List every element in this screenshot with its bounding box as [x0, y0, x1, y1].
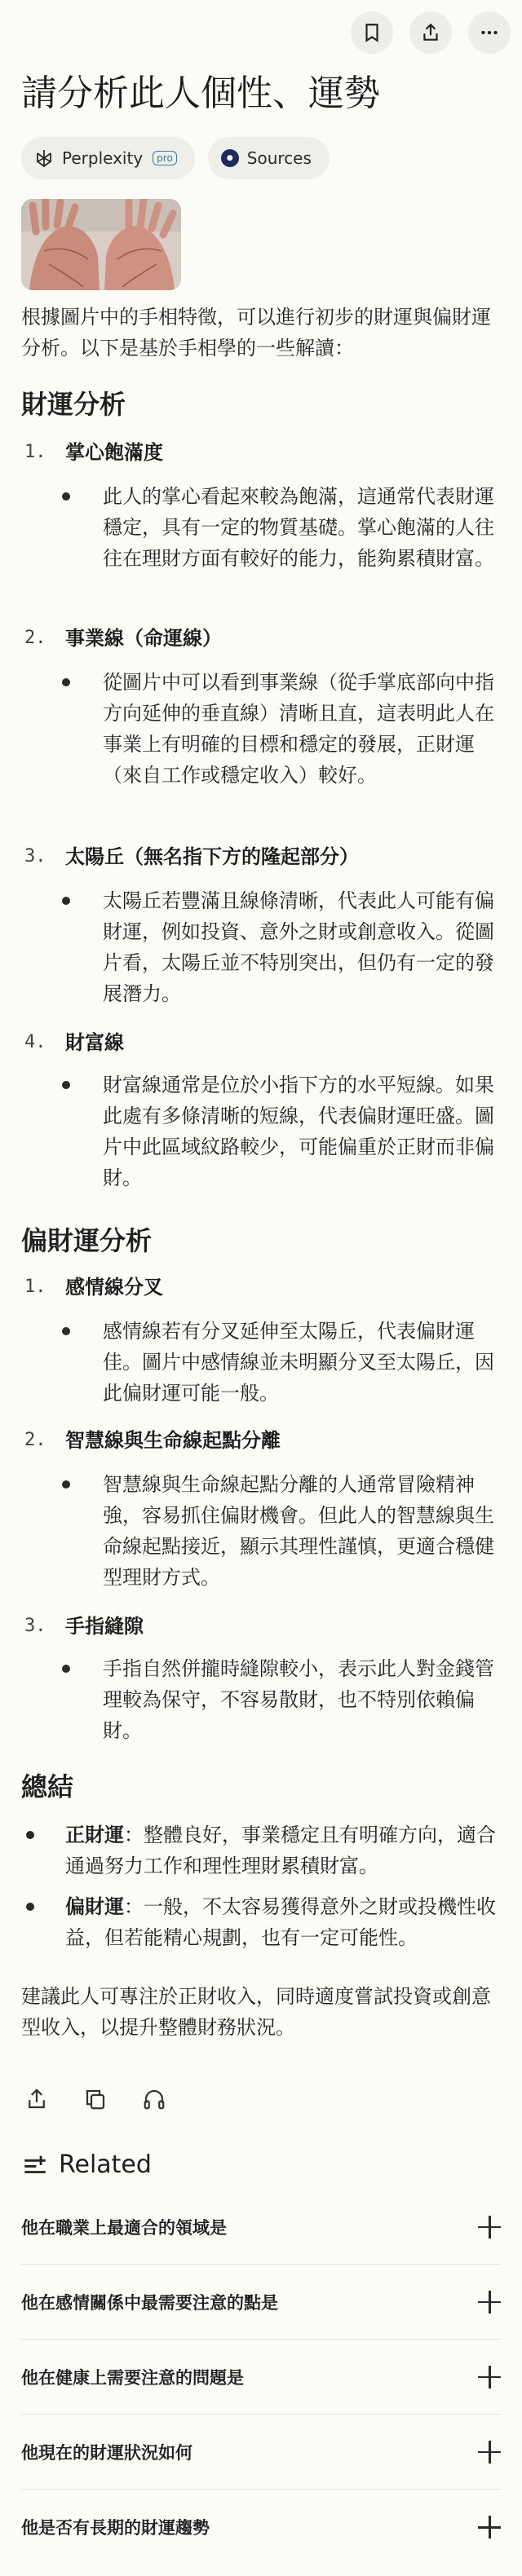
summary-label: 偏財運	[65, 1895, 124, 1918]
list-item-label: 手指縫隙	[65, 1615, 144, 1638]
copy-icon[interactable]	[83, 2087, 108, 2111]
bullet-dot	[62, 492, 70, 501]
share-button[interactable]	[409, 11, 452, 54]
plus-icon[interactable]	[478, 2291, 501, 2314]
list-item-label: 感情線分叉	[65, 1276, 163, 1299]
bullet-dot	[62, 1665, 70, 1673]
summary-label: 正財運	[65, 1824, 124, 1846]
related-list-icon	[21, 2151, 49, 2179]
bullet-dot	[62, 897, 70, 905]
list-number: 1.	[24, 1277, 46, 1297]
summary-heading: 總結	[21, 1771, 74, 1802]
bullet-text: 手指自然併攏時縫隙較小，表示此人對金錢管理較為保守，不容易散財，也不特別依賴偏財。	[103, 1657, 494, 1742]
bullet-text: 智慧線與生命線起點分離的人通常冒險精神強，容易抓住偏財機會。但此人的智慧線與生命線起點接近，顯示其理性謹慎，更適合穩健型理財方式。	[103, 1473, 494, 1589]
related-item-text: 他現在的財運狀況如何	[21, 2442, 192, 2463]
related-title: Related	[59, 2150, 152, 2179]
perplexity-logo-icon	[34, 148, 54, 168]
bullet-dot	[62, 678, 70, 686]
bullet-text: 從圖片中可以看到事業線（從手掌底部向中指方向延伸的垂直線）清晰且直，這表明此人在事業上有明確的目標和穩定的發展，正財運（來自工作或穩定收入）較好。	[103, 671, 494, 787]
section-heading: 財運分析	[21, 389, 126, 420]
bullet-dot	[26, 1903, 34, 1911]
list-number: 1.	[24, 442, 46, 462]
bullet-text: 感情線若有分叉延伸至太陽丘，代表偏財運佳。圖片中感情線並未明顯分叉至太陽丘，因此偏財運可能一般。	[103, 1320, 494, 1405]
related-header	[21, 2150, 152, 2179]
related-item-text: 他在感情關係中最需要注意的點是	[21, 2292, 278, 2313]
related-item-text: 他是否有長期的財運趨勢	[21, 2518, 210, 2538]
source-favicon-icon: ●	[221, 149, 239, 167]
section-heading: 偏財運分析	[21, 1225, 153, 1256]
more-icon	[479, 22, 500, 43]
related-item[interactable]	[21, 2415, 501, 2490]
bullet-text: 財富線通常是位於小指下方的水平短線。如果此處有多條清晰的短線，代表偏財運旺盛。圖片中此區域紋路較少，可能偏重於正財而非偏財。	[103, 1074, 494, 1189]
bullet-dot	[62, 1081, 70, 1089]
related-item[interactable]	[21, 2340, 501, 2415]
model-chip[interactable]	[21, 137, 195, 179]
share-icon	[420, 22, 441, 43]
plus-icon[interactable]	[478, 2516, 501, 2539]
list-number: 4.	[24, 1032, 46, 1052]
list-item-label: 智慧線與生命線起點分離	[65, 1429, 281, 1452]
list-item-label: 事業線（命運線）	[65, 627, 222, 650]
closing-paragraph: 建議此人可專注於正財收入，同時適度嘗試投資或創意型收入，以提升整體財務狀況。	[21, 1985, 491, 2039]
list-item-label: 財富線	[65, 1031, 124, 1054]
headphones-icon[interactable]	[142, 2087, 166, 2111]
bookmark-button[interactable]	[351, 11, 393, 54]
intro-paragraph: 根據圖片中的手相特徵，可以進行初步的財運與偏財運分析。以下是基於手相學的一些解讀：	[21, 306, 491, 359]
list-number: 2.	[24, 628, 46, 648]
share-icon[interactable]	[24, 2087, 49, 2111]
model-label: Perplexity	[62, 148, 144, 168]
related-item-text: 他在職業上最適合的領域是	[21, 2217, 227, 2238]
list-item-label: 掌心飽滿度	[65, 441, 163, 464]
page-title: 請分析此人個性、運勢	[21, 73, 380, 114]
bookmark-icon	[361, 22, 383, 43]
sources-chip[interactable]	[208, 137, 330, 179]
more-button[interactable]	[468, 11, 511, 54]
meta-chips	[21, 137, 330, 179]
answer-actions	[24, 2087, 166, 2111]
bullet-dot	[26, 1831, 34, 1839]
list-number: 3.	[24, 1616, 46, 1636]
summary-text: ：整體良好，事業穩定且有明確方向，適合通過努力工作和理性理財累積財富。	[65, 1824, 496, 1877]
sources-label: Sources	[246, 148, 312, 168]
bullet-dot	[62, 1327, 70, 1335]
pro-badge: pro	[153, 151, 177, 165]
top-bar	[351, 11, 511, 54]
list-number: 2.	[24, 1430, 46, 1450]
palm-image-thumbnail[interactable]	[21, 199, 181, 290]
plus-icon[interactable]	[478, 2441, 501, 2464]
bullet-text: 此人的掌心看起來較為飽滿，這通常代表財運穩定，具有一定的物質基礎。掌心飽滿的人往往在理財方面有較好的能力，能夠累積財富。	[103, 485, 494, 570]
related-item[interactable]	[21, 2490, 501, 2565]
related-item[interactable]	[21, 2265, 501, 2340]
plus-icon[interactable]	[478, 2216, 501, 2239]
list-number: 3.	[24, 846, 46, 867]
summary-text: ：一般，不太容易獲得意外之財或投機性收益，但若能精心規劃，也有一定可能性。	[65, 1895, 496, 1949]
plus-icon[interactable]	[478, 2366, 501, 2389]
related-item[interactable]	[21, 2190, 501, 2265]
bullet-text: 太陽丘若豐滿且線條清晰，代表此人可能有偏財運，例如投資、意外之財或創意收入。從圖片看，太陽丘並不特別突出，但仍有一定的發展潛力。	[103, 889, 494, 1005]
list-item-label: 太陽丘（無名指下方的隆起部分）	[65, 845, 359, 868]
bullet-dot	[62, 1480, 70, 1489]
related-item-text: 他在健康上需要注意的問題是	[21, 2367, 244, 2388]
